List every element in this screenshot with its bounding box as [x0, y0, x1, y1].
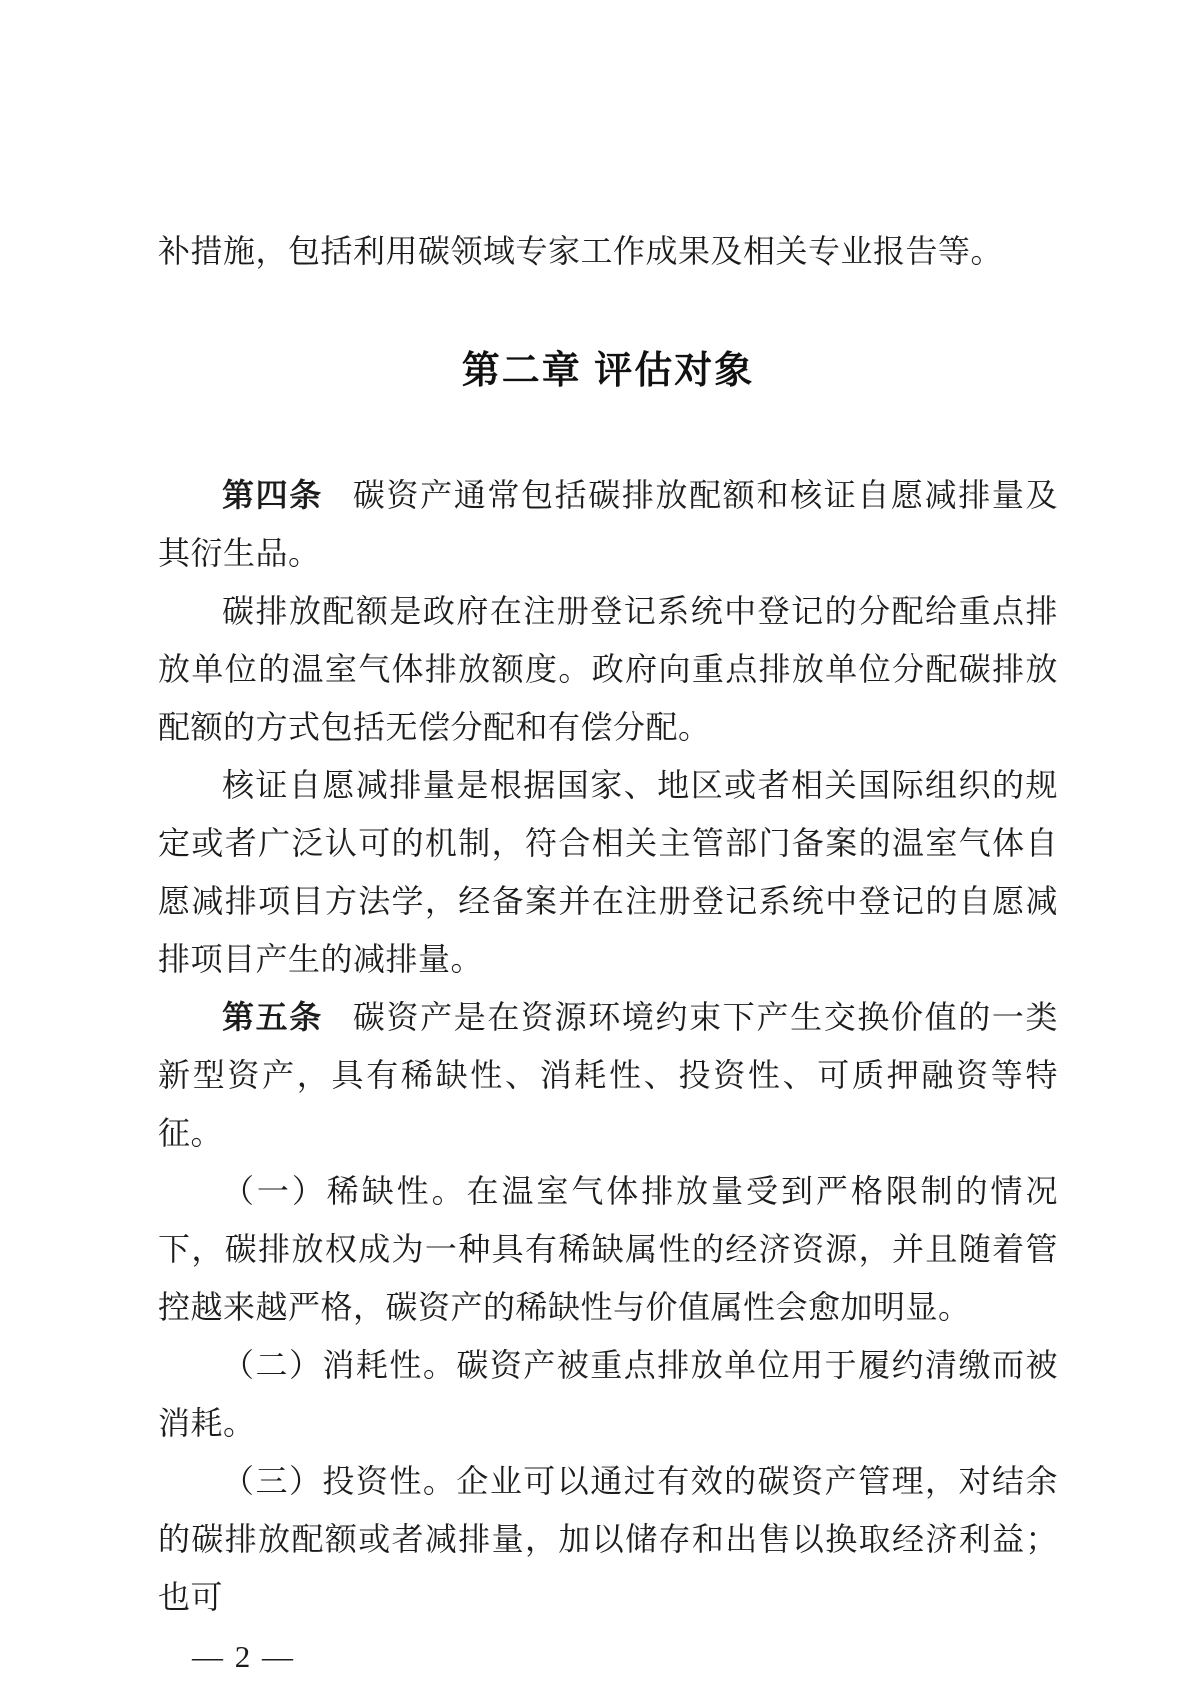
article-5-text: 碳资产是在资源环境约束下产生交换价值的一类新型资产，具有稀缺性、消耗性、投资性、可质押融资等特征。: [158, 999, 1058, 1151]
item-2-consumability-paragraph: （二）消耗性。碳资产被重点排放单位用于履约清缴而被消耗。: [158, 1347, 1058, 1441]
allowance-definition-paragraph: 碳排放配额是政府在注册登记系统中登记的分配给重点排放单位的温室气体排放额度。政府向重点排放单位分配碳排放配额的方式包括无偿分配和有偿分配。: [158, 593, 1058, 745]
article-5-paragraph: [158, 988, 1058, 1162]
page-number: — 2 —: [192, 1639, 295, 1674]
article-4-paragraph: [158, 466, 1058, 582]
article-5-number: 第五条: [222, 999, 323, 1035]
article-4-text: 碳资产通常包括碳排放配额和核证自愿减排量及其衍生品。: [158, 477, 1058, 571]
chapter-heading: 第二章 评估对象: [461, 350, 755, 392]
item-1-scarcity-paragraph: （一）稀缺性。在温室气体排放量受到严格限制的情况下，碳排放权成为一种具有稀缺属性的经济资源，并且随着管控越来越严格，碳资产的稀缺性与价值属性会愈加明显。: [158, 1173, 1058, 1325]
page-content: [158, 222, 1058, 1678]
item-3-investability-paragraph: （三）投资性。企业可以通过有效的碳资产管理，对结余的碳排放配额或者减排量，加以储存和出售以换取经济利益；也可: [158, 1463, 1058, 1615]
continuation-paragraph: 补措施，包括利用碳领域专家工作成果及相关专业报告等。: [158, 233, 1004, 269]
ccer-definition-paragraph: 核证自愿减排量是根据国家、地区或者相关国际组织的规定或者广泛认可的机制，符合相关主管部门备案的温室气体自愿减排项目方法学，经备案并在注册登记系统中登记的自愿减排项目产生的减排量。: [158, 767, 1058, 977]
article-4-number: 第四条: [222, 477, 323, 513]
